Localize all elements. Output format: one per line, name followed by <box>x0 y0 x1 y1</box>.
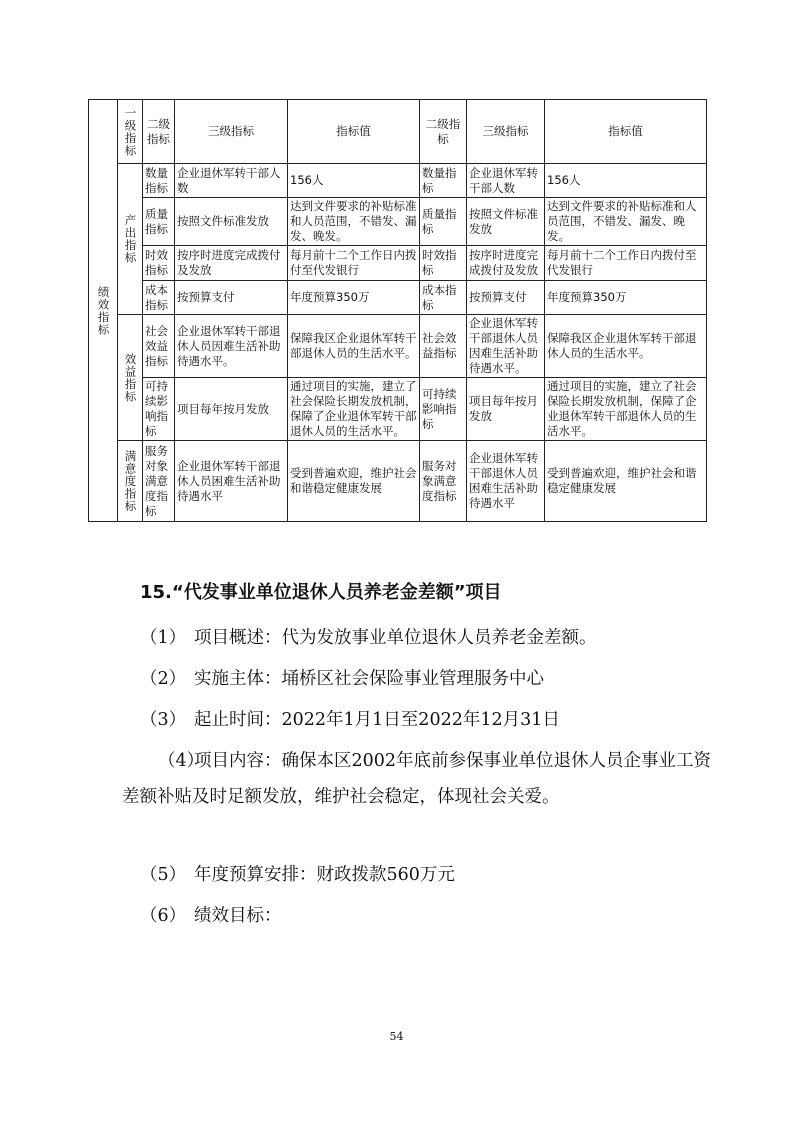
cell-vb: 每月前十二个工作日内拨付至代发银行 <box>545 246 707 281</box>
item-budget <box>140 857 710 893</box>
item-text: 项目概述：代为发放事业单位退休人员养老金差额。 <box>194 628 597 648</box>
table-row <box>89 281 707 315</box>
cell-vb: 受到普遍欢迎，维护社会和谐稳定健康发展 <box>545 441 707 522</box>
cell-l3b: 项目每年按月发放 <box>467 378 545 441</box>
item-text: 年度预算安排：财政拨款560万元 <box>194 865 455 885</box>
cell-va: 受到普遍欢迎，维护社会和谐稳定健康发展 <box>288 441 420 522</box>
cell-va: 通过项目的实施，建立了社会保险长期发放机制，保障了企业退休军转干部退休人员的生活水平。 <box>288 378 420 441</box>
cell-l2b: 数量指标 <box>420 164 467 198</box>
benefit-label-cell <box>118 315 143 441</box>
page-number: 54 <box>389 1030 404 1043</box>
cell-l3a: 企业退休军转干部人数 <box>175 164 288 198</box>
satisfaction-label: 满意度指标 <box>123 449 138 513</box>
table-row <box>89 164 707 198</box>
item-content <box>122 743 712 815</box>
header-level2-b: 二级指标 <box>420 100 467 164</box>
header-value-a: 指标值 <box>288 100 420 164</box>
item-number: （6） <box>140 906 187 926</box>
output-label-cell <box>118 164 143 315</box>
header-level3-b: 三级指标 <box>467 100 545 164</box>
benefit-label: 效益指标 <box>123 352 138 403</box>
item-implementer <box>140 661 710 697</box>
cell-va: 156人 <box>288 164 420 198</box>
cell-l3b: 按序时进度完成拨付及发放 <box>467 246 545 281</box>
cell-l2a: 时效指标 <box>143 246 175 281</box>
cell-l3b: 企业退休军转干部退休人员困难生活补助待遇水平 <box>467 441 545 522</box>
group-label: 绩效指标 <box>96 285 111 336</box>
cell-l2b: 时效指标 <box>420 246 467 281</box>
cell-l3a: 按预算支付 <box>175 281 288 315</box>
cell-vb: 保障我区企业退休军转干部退休人员的生活水平。 <box>545 315 707 378</box>
cell-l3a: 按序时进度完成拨付及发放 <box>175 246 288 281</box>
cell-l3b: 企业退休军转干部人数 <box>467 164 545 198</box>
item-period <box>140 702 710 738</box>
cell-l2a: 数量指标 <box>143 164 175 198</box>
item-goals <box>140 898 710 934</box>
table-row <box>89 441 707 522</box>
cell-l2b: 服务对象满意度指标 <box>420 441 467 522</box>
table-row <box>89 198 707 246</box>
cell-l2a: 社会效益指标 <box>143 315 175 378</box>
cell-vb: 年度预算350万 <box>545 281 707 315</box>
cell-l3a: 企业退休军转干部退休人员困难生活补助待遇水平 <box>175 441 288 522</box>
item-text: 起止时间：2022年1月1日至2022年12月31日 <box>194 710 560 730</box>
item-number: （2） <box>140 669 187 689</box>
output-label: 产出指标 <box>123 214 138 264</box>
satisfaction-label-cell <box>118 441 143 522</box>
cell-l2a: 可持续影响指标 <box>143 378 175 441</box>
group-label-cell <box>89 100 118 522</box>
table-row <box>89 246 707 281</box>
item-overview <box>140 620 710 656</box>
item-number: （4） <box>158 751 205 771</box>
cell-va: 每月前十二个工作日内拨付至代发银行 <box>288 246 420 281</box>
cell-l2a: 质量指标 <box>143 198 175 246</box>
cell-l2b: 成本指标 <box>420 281 467 315</box>
performance-indicator-table <box>88 99 707 522</box>
cell-l3b: 按预算支付 <box>467 281 545 315</box>
cell-l2a: 成本指标 <box>143 281 175 315</box>
item-text: 实施主体：埇桥区社会保险事业管理服务中心 <box>194 669 544 689</box>
item-text: 绩效目标： <box>194 906 282 926</box>
cell-l3b: 按照文件标准发放 <box>467 198 545 246</box>
header-level2-a: 二级指标 <box>143 100 175 164</box>
table-header-row <box>89 100 707 164</box>
item-text: 项目内容：确保本区2002年底前参保事业单位退休人员企事业工资差额补贴及时足额发放，维护社会稳定，体现社会关爱。 <box>122 751 712 807</box>
item-number: （3） <box>140 710 187 730</box>
table-row <box>89 315 707 378</box>
cell-vb: 达到文件要求的补贴标准和人员范围，不错发、漏发、晚发。 <box>545 198 707 246</box>
cell-va: 年度预算350万 <box>288 281 420 315</box>
cell-va: 达到文件要求的补贴标准和人员范围，不错发、漏发、晚发。 <box>288 198 420 246</box>
header-level1: 一级指标 <box>118 100 143 164</box>
cell-l3b: 企业退休军转干部退休人员因难生活补助待遇水平。 <box>467 315 545 378</box>
cell-l2b: 质量指标 <box>420 198 467 246</box>
cell-l2b: 社会效益指标 <box>420 315 467 378</box>
cell-l2a: 服务对象满意度指标 <box>143 441 175 522</box>
item-number: （1） <box>140 628 187 648</box>
cell-va: 保障我区企业退休军转干部退休人员的生活水平。 <box>288 315 420 378</box>
header-level3-a: 三级指标 <box>175 100 288 164</box>
cell-l2b: 可持续影响指标 <box>420 378 467 441</box>
cell-l3a: 按照文件标准发放 <box>175 198 288 246</box>
table-row <box>89 378 707 441</box>
cell-vb: 156人 <box>545 164 707 198</box>
header-value-b: 指标值 <box>545 100 707 164</box>
cell-vb: 通过项目的实施，建立了社会保险长期发放机制，保障了企业退休军转干部退休人员的生活水平。 <box>545 378 707 441</box>
cell-l3a: 项目每年按月发放 <box>175 378 288 441</box>
section-title: 15.“代发事业单位退休人员养老金差额”项目 <box>140 582 502 603</box>
item-number: （5） <box>140 865 187 885</box>
cell-l3a: 企业退休军转干部退休人员因难生活补助待遇水平。 <box>175 315 288 378</box>
